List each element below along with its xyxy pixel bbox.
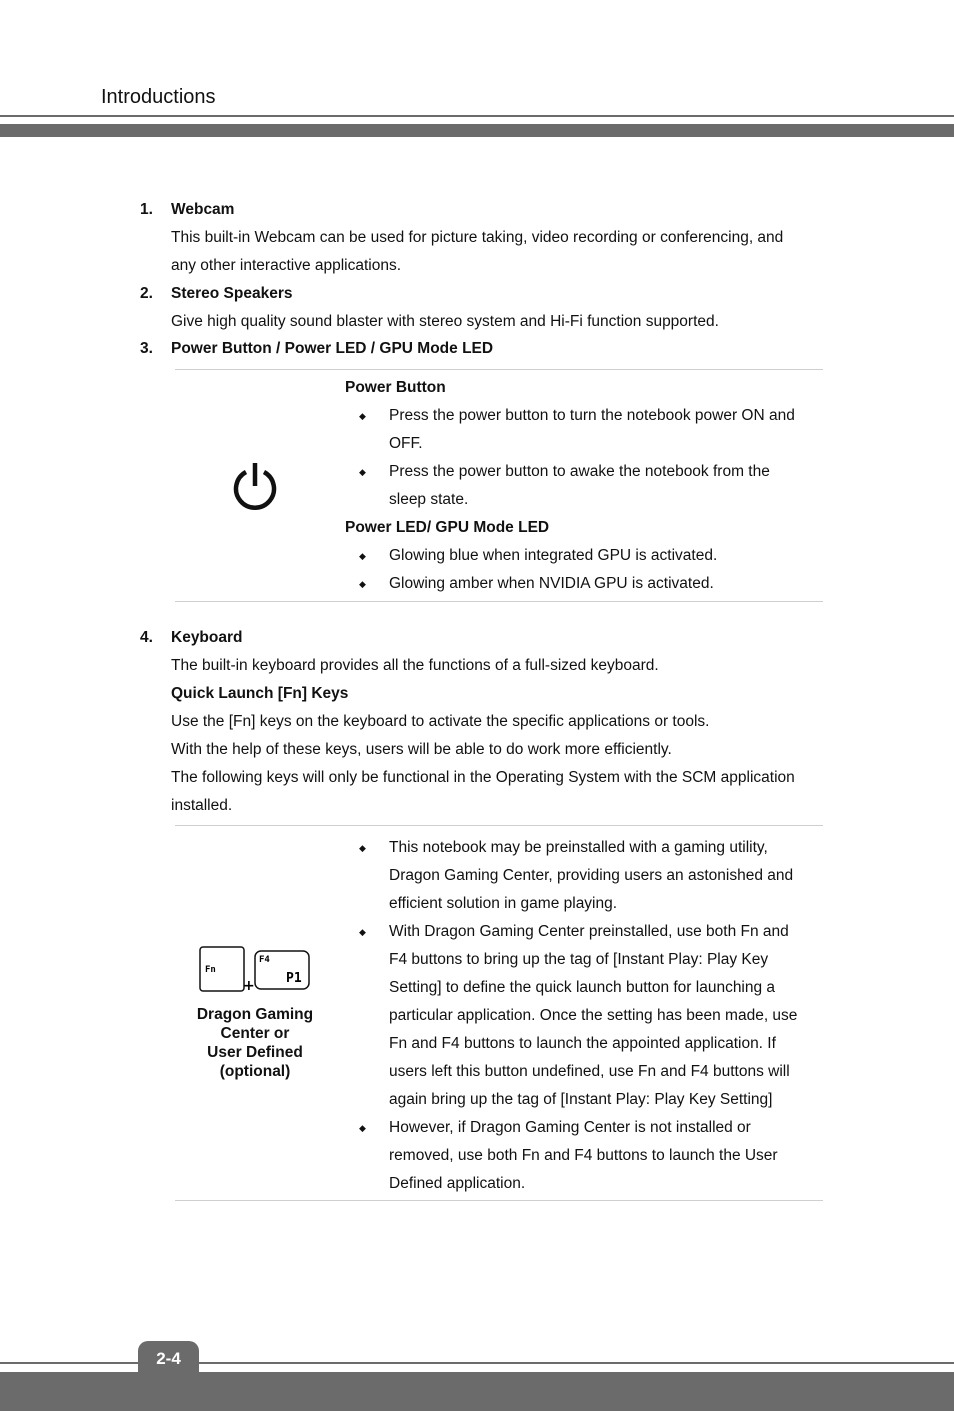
header-bar (0, 124, 954, 137)
section-number: 3. (140, 340, 153, 357)
page-header-title: Introductions (101, 86, 216, 108)
section-title: Webcam (171, 201, 235, 218)
list-line: Glowing amber when NVIDIA GPU is activated. (389, 575, 714, 592)
body-line: Give high quality sound blaster with stereo system and Hi-Fi function supported. (171, 313, 719, 330)
power-description (345, 374, 823, 598)
fn-key-list (345, 834, 823, 1198)
power-button-list (345, 402, 823, 514)
list-line: Defined application. (389, 1175, 526, 1192)
list-item (345, 918, 823, 1114)
section-number: 4. (140, 629, 153, 646)
p1-key-label: P1 (286, 971, 302, 986)
list-line: users left this button undefined, use Fn and F4 buttons will (389, 1063, 790, 1080)
page-number: 2-4 (156, 1349, 181, 1368)
body-line: This built-in Webcam can be used for picture taking, video recording or conferencing, and (171, 229, 784, 246)
fn-key-label: Fn (205, 965, 216, 975)
header-rule (0, 115, 954, 117)
power-table (175, 369, 823, 602)
list-item (345, 458, 823, 514)
power-button-heading: Power Button (345, 379, 446, 396)
section-title: Power Button / Power LED / GPU Mode LED (171, 340, 494, 357)
diamond-bullet-icon: ◆ (359, 843, 366, 853)
diamond-bullet-icon: ◆ (359, 1123, 366, 1133)
caption-line: (optional) (219, 1063, 291, 1080)
diamond-bullet-icon: ◆ (359, 579, 366, 589)
fn-f4-keys-icon (199, 945, 311, 993)
f4-key-label: F4 (259, 955, 270, 965)
list-line: However, if Dragon Gaming Center is not installed or (389, 1119, 751, 1136)
list-line: This notebook may be preinstalled with a gaming utility, (389, 839, 768, 856)
list-item (345, 1114, 823, 1198)
list-line: Setting] to define the quick launch button for launching a (389, 979, 776, 996)
section-title: Stereo Speakers (171, 285, 293, 302)
list-item (345, 834, 823, 918)
diamond-bullet-icon: ◆ (359, 467, 366, 477)
section-keyboard (140, 624, 830, 820)
list-line: removed, use both Fn and F4 buttons to launch the User (389, 1147, 778, 1164)
power-icon-cell (175, 370, 335, 601)
list-item (345, 402, 823, 458)
section-number: 2. (140, 285, 153, 302)
body-line: Use the [Fn] keys on the keyboard to activate the specific applications or tools. (171, 713, 710, 730)
diamond-bullet-icon: ◆ (359, 411, 366, 421)
list-item (345, 570, 823, 598)
list-line: again bring up the tag of [Instant Play: Play Key Setting] (389, 1091, 773, 1108)
power-led-list (345, 542, 823, 598)
fn-key-caption (197, 1005, 313, 1081)
power-led-heading: Power LED/ GPU Mode LED (345, 519, 550, 536)
subsection-title: Quick Launch [Fn] Keys (171, 685, 349, 702)
caption-line: Dragon Gaming (196, 1006, 314, 1023)
body-line: The built-in keyboard provides all the functions of a full-sized keyboard. (171, 657, 659, 674)
section-power (140, 335, 830, 363)
caption-line: Center or (220, 1025, 290, 1042)
section-stereo-speakers (140, 280, 830, 336)
list-line: Fn and F4 buttons to launch the appointed application. If (389, 1035, 776, 1052)
body-line: With the help of these keys, users will be able to do work more efficiently. (171, 741, 672, 758)
list-line: Dragon Gaming Center, providing users an astonished and (389, 867, 794, 884)
diamond-bullet-icon: ◆ (359, 927, 366, 937)
section-webcam (140, 196, 830, 280)
caption-line: User Defined (207, 1044, 303, 1061)
list-line: sleep state. (389, 491, 469, 508)
section-number: 1. (140, 201, 153, 218)
list-line: With Dragon Gaming Center preinstalled, use both Fn and (389, 923, 789, 940)
body-line: any other interactive applications. (171, 257, 402, 274)
list-line: F4 buttons to bring up the tag of [Instant Play: Play Key (389, 951, 769, 968)
body-line: The following keys will only be functional in the Operating System with the SCM application (171, 769, 795, 786)
list-line: Press the power button to awake the notebook from the (389, 463, 770, 480)
list-item (345, 542, 823, 570)
list-line: efficient solution in game playing. (389, 895, 618, 912)
list-line: particular application. Once the setting has been made, use (389, 1007, 798, 1024)
fn-key-table (175, 825, 823, 1201)
plus-sign: + (243, 978, 255, 993)
list-line: Glowing blue when integrated GPU is activated. (389, 547, 718, 564)
power-icon (231, 461, 279, 511)
diamond-bullet-icon: ◆ (359, 551, 366, 561)
list-line: Press the power button to turn the notebook power ON and (389, 407, 795, 424)
list-line: OFF. (389, 435, 423, 452)
fn-key-description (345, 834, 823, 1198)
fn-key-cell (175, 826, 335, 1200)
section-title: Keyboard (171, 629, 243, 646)
body-line: installed. (171, 797, 233, 814)
